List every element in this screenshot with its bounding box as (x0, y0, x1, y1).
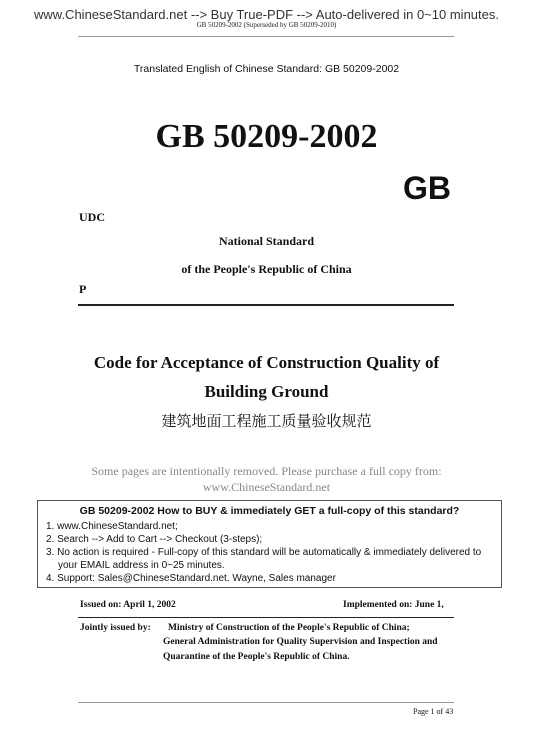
buy-instructions-box (37, 500, 502, 588)
issuer-line-1: Ministry of Construction of the People's Republic of China; (168, 623, 410, 633)
p-label: P (79, 282, 87, 296)
prc-line: of the People's Republic of China (181, 262, 352, 276)
issuer-line-3: Quarantine of the People's Republic of China. (163, 652, 350, 662)
issue-rule (78, 617, 454, 618)
title-line-2: Building Ground (204, 382, 329, 401)
issued-date: Issued on: April 1, 2002 (80, 600, 176, 610)
gb-mark: GB (403, 170, 451, 206)
implemented-date: Implemented on: June 1, (343, 600, 444, 610)
buy-step-2: 2. Search --> Add to Cart --> Checkout (3-steps); (46, 534, 263, 545)
udc-label: UDC (79, 210, 105, 224)
cover-rule (78, 304, 454, 306)
supersede-note: GB 50209-2002 (Superseded by GB 50209-2010) (196, 21, 337, 29)
buy-step-4[interactable]: 4. Support: Sales@ChineseStandard.net. Wayne, Sales manager (46, 573, 336, 584)
footer-rule (78, 702, 454, 703)
buy-step-3: 3. No action is required - Full-copy of this standard will be automatically & immediately delivered to (46, 547, 482, 558)
title-chinese: 建筑地面工程施工质量验收规范 (161, 414, 372, 430)
buy-step-3-cont: your EMAIL address in 0~25 minutes. (58, 560, 225, 571)
issuer-line-2: General Administration for Quality Supervision and Inspection and (163, 637, 438, 647)
purchase-link[interactable]: www.ChineseStandard.net (202, 480, 331, 494)
purchase-notice: Some pages are intentionally removed. Please purchase a full copy from: (91, 464, 442, 478)
buy-heading: GB 50209-2002 How to BUY & immediately GET a full-copy of this standard? (79, 505, 460, 517)
header-rule (78, 36, 454, 37)
translated-title: Translated English of Chinese Standard: GB 50209-2002 (133, 63, 400, 75)
banner-text[interactable]: www.ChineseStandard.net --> Buy True-PDF --> Auto-delivered in 0~10 minutes. (34, 7, 499, 22)
page-number: Page 1 of 43 (413, 707, 454, 716)
buy-step-1[interactable]: 1. www.ChineseStandard.net; (46, 521, 178, 532)
jointly-label: Jointly issued by: (80, 623, 151, 633)
national-standard: National Standard (218, 234, 315, 248)
title-line-1: Code for Acceptance of Construction Quality of (93, 353, 440, 372)
standard-code: GB 50209-2002 (155, 118, 378, 155)
